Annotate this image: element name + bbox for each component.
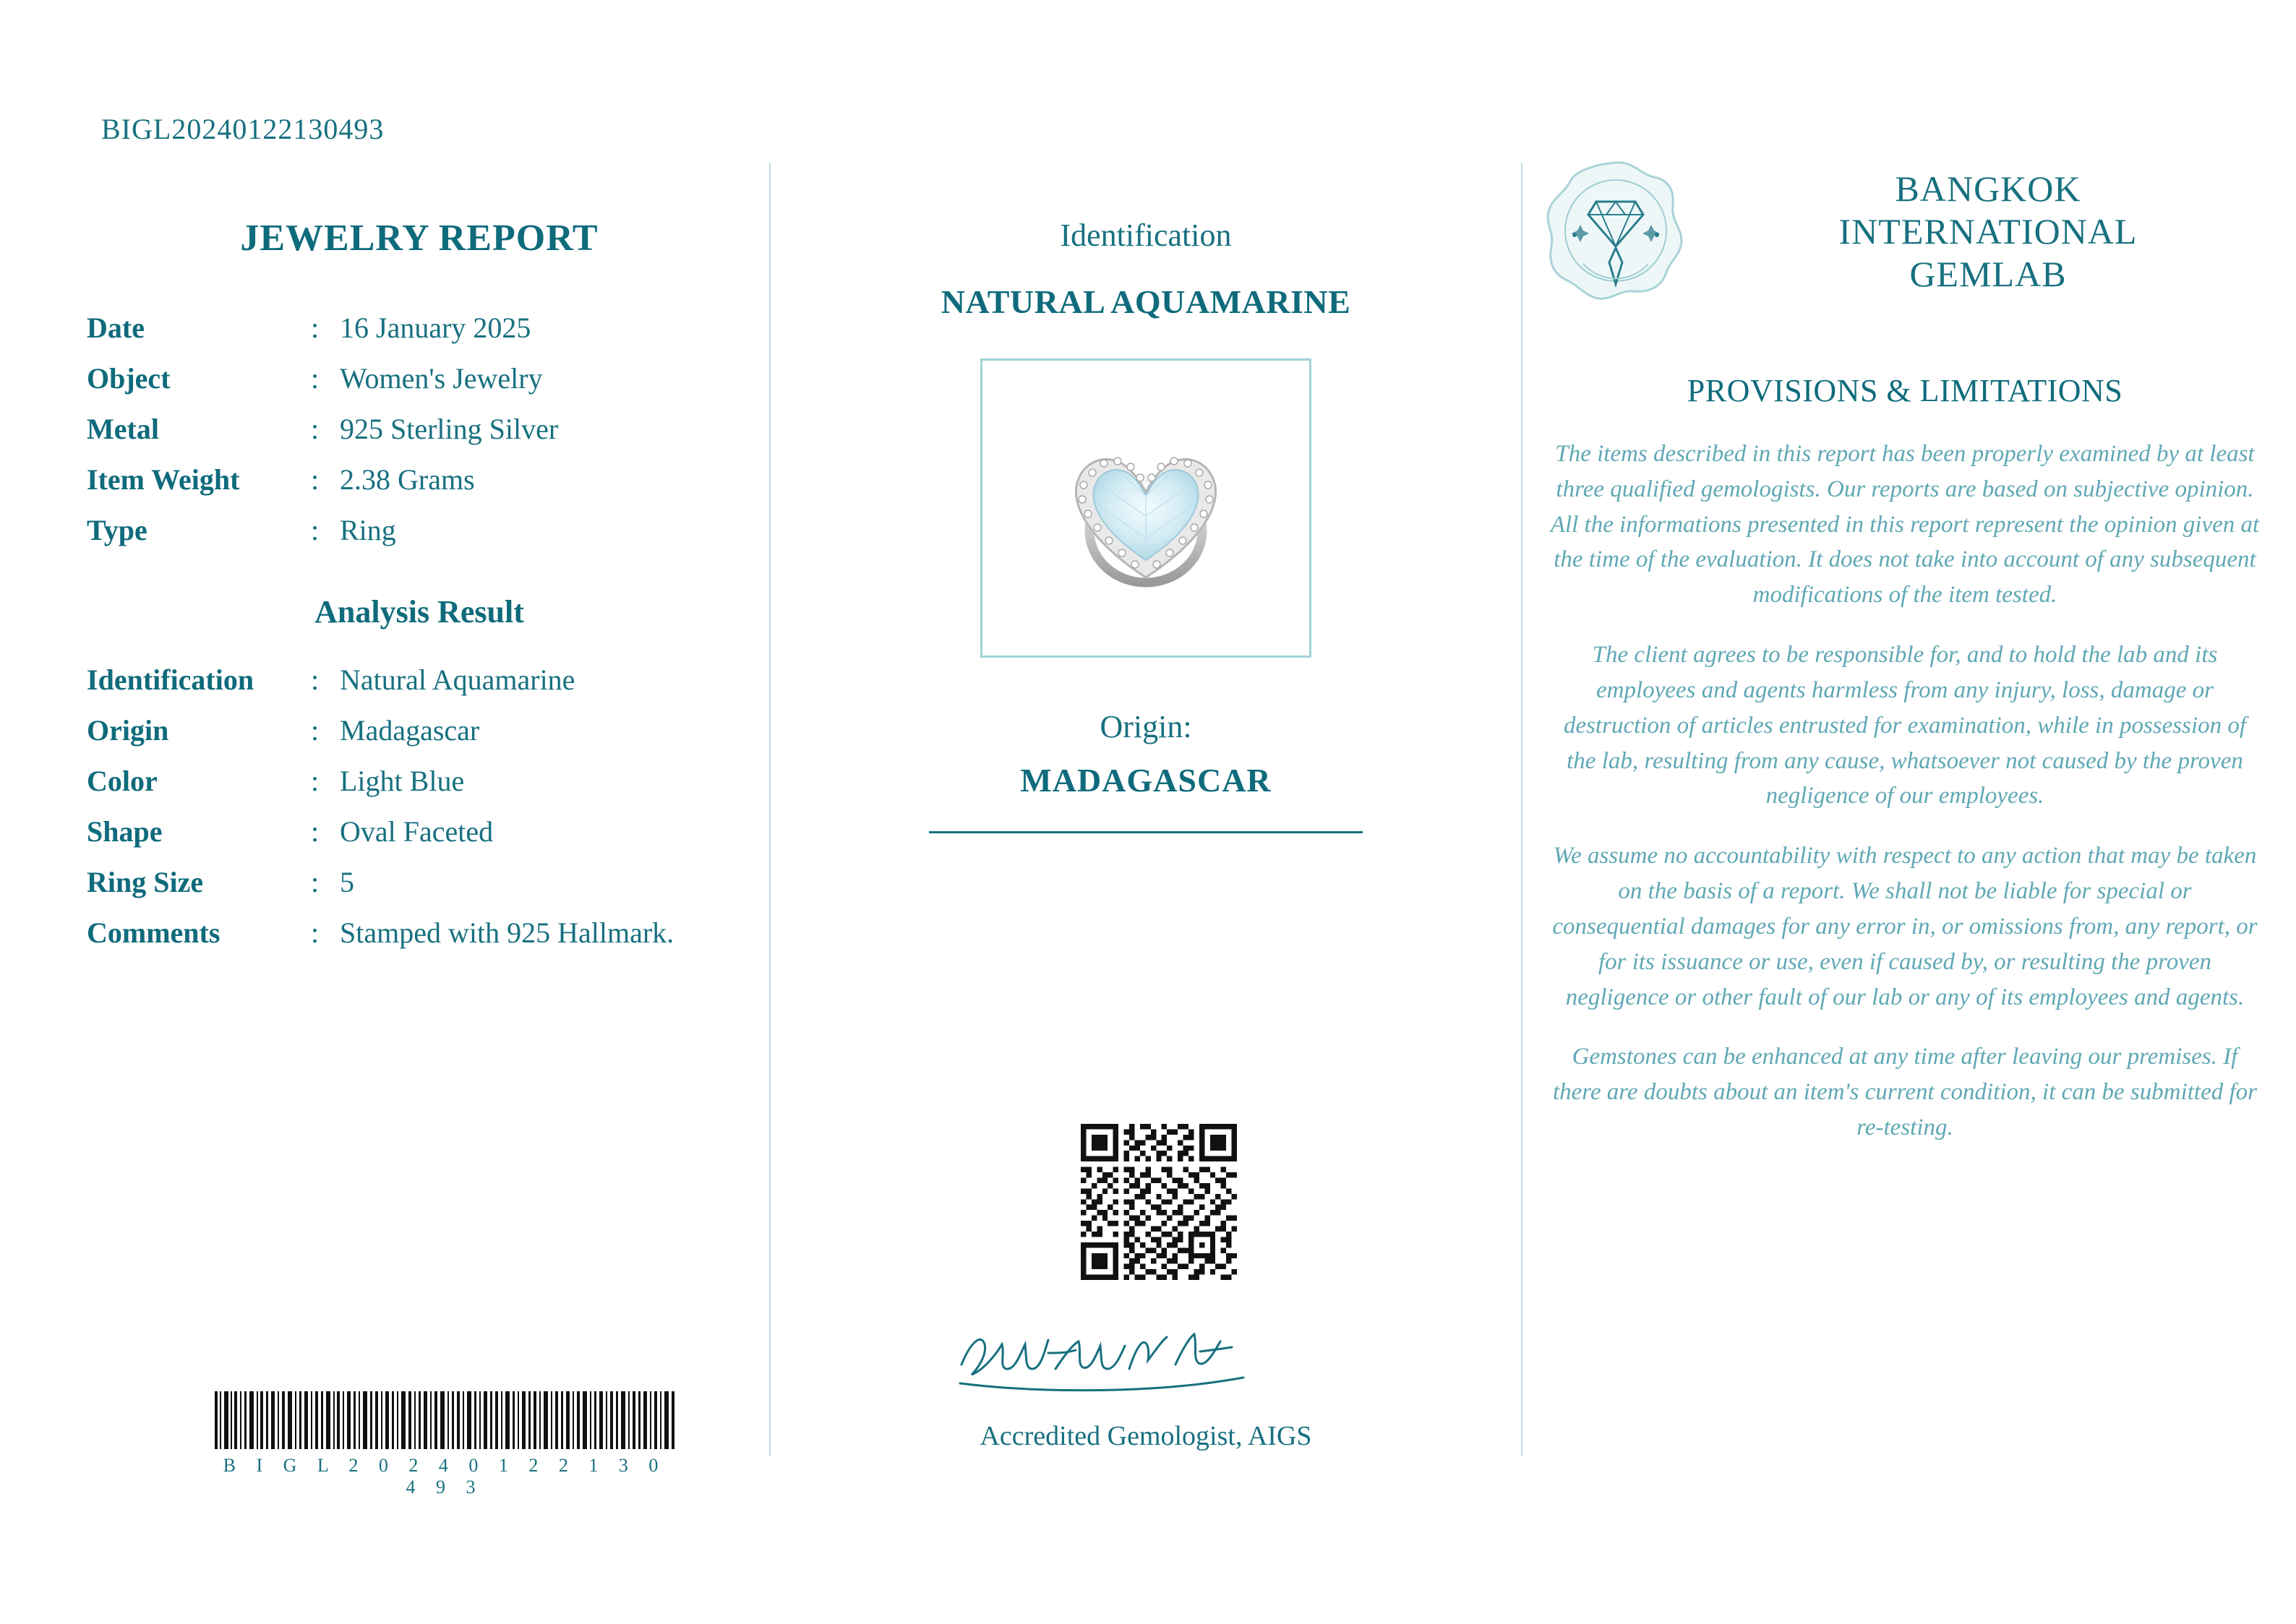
qr-code[interactable] (1081, 1124, 1237, 1280)
row-value: 16 January 2025 (340, 312, 531, 344)
table-row (87, 756, 752, 807)
divider-rule (929, 831, 1363, 833)
row-colon: : (311, 514, 320, 546)
table-row (87, 908, 752, 958)
row-label: Ring Size (87, 866, 204, 898)
row-colon: : (311, 413, 320, 445)
provisions-paragraph: The items described in this report has been properly examined by at least three qualified gemologists. Our reports are based on subjective opinion. All the informations presented in this report represent the opinion given at the time of the evaluation. It does not take into account of any subsequent modifications of the item tested. (1550, 441, 2260, 609)
row-colon: : (311, 866, 320, 898)
provisions-paragraph: Gemstones can be enhanced at any time after leaving our premises. If there are doubts about an item's current condition, it can be submitted for re-testing. (1552, 1044, 2258, 1141)
row-colon: : (311, 765, 320, 797)
table-row (87, 505, 752, 556)
row-label: Type (87, 514, 147, 546)
table-row (87, 705, 752, 756)
row-colon: : (311, 916, 320, 949)
brand-title (1706, 168, 2270, 296)
right-column (1540, 155, 2270, 1170)
row-label: Shape (87, 815, 163, 848)
report-number: BIGL20240122130493 (101, 113, 385, 145)
barcode (213, 1391, 676, 1498)
table-row (87, 455, 752, 505)
row-label: Identification (87, 663, 254, 696)
ring-photo (982, 361, 1309, 656)
barcode-image (213, 1391, 676, 1449)
table-row (87, 655, 752, 705)
row-colon: : (311, 815, 320, 848)
brand-header (1540, 155, 2270, 307)
barcode-text: B I G L 2 0 2 4 0 1 2 2 1 3 0 4 9 3 (223, 1455, 667, 1498)
row-value: Oval Faceted (340, 815, 494, 848)
row-label: Date (87, 312, 145, 344)
brand-line-1: BANGKOK (1895, 168, 2081, 209)
column-divider-right (1521, 163, 1522, 1456)
page-title: JEWELRY REPORT (240, 218, 599, 259)
row-label: Color (87, 765, 158, 797)
row-label: Item Weight (87, 463, 240, 496)
identification-label: Identification (1060, 218, 1232, 253)
row-value: 5 (340, 866, 354, 898)
row-value: Stamped with 925 Hallmark. (340, 916, 674, 949)
table-row (87, 857, 752, 908)
table-row (87, 404, 752, 455)
row-colon: : (311, 463, 320, 496)
signature-caption: Accredited Gemologist, AIGS (980, 1421, 1312, 1451)
left-column (87, 217, 752, 958)
table-row (87, 303, 752, 353)
analysis-table (87, 655, 752, 958)
provisions-paragraph: We assume no accountability with respect to any action that may be taken on the basis of a report. We shall not be liable for special or consequential damages for any error in, or omissions from, any report, or for its issuance or use, even if caused by, or resulting the proven negligence or other fault of our lab or any of its employees and agents. (1552, 843, 2258, 1010)
row-label: Object (87, 362, 171, 395)
row-colon: : (311, 312, 320, 344)
row-value: Madagascar (340, 714, 480, 747)
identification-value: NATURAL AQUAMARINE (941, 283, 1351, 320)
middle-column (788, 217, 1504, 833)
analysis-result-title: Analysis Result (314, 594, 524, 630)
brand-line-3: GEMLAB (1909, 253, 2067, 294)
gem-photo-frame (980, 358, 1311, 658)
origin-label: Origin: (1100, 709, 1192, 744)
provisions-title: PROVISIONS & LIMITATIONS (1687, 373, 2123, 408)
row-colon: : (311, 714, 320, 747)
row-value: Ring (340, 514, 396, 546)
table-row (87, 353, 752, 404)
row-value: 2.38 Grams (340, 463, 475, 496)
qr-code-image[interactable] (1081, 1124, 1237, 1280)
signature-image (940, 1308, 1359, 1402)
row-label: Metal (87, 413, 159, 445)
row-value: Natural Aquamarine (340, 663, 575, 696)
row-value: Light Blue (340, 765, 465, 797)
row-colon: : (311, 362, 320, 395)
column-divider-left (769, 163, 771, 1456)
provisions-body (1540, 437, 2270, 1146)
row-value: 925 Sterling Silver (340, 413, 559, 445)
gemlab-logo-icon (1540, 155, 1692, 307)
row-value: Women's Jewelry (340, 362, 543, 395)
info-table (87, 303, 752, 556)
row-colon: : (311, 663, 320, 696)
brand-line-2: INTERNATIONAL (1838, 210, 2138, 252)
table-row (87, 807, 752, 857)
origin-value: MADAGASCAR (1020, 762, 1272, 799)
row-label: Origin (87, 714, 169, 747)
signature (940, 1308, 1359, 1406)
provisions-paragraph: The client agrees to be responsible for, and to hold the lab and its employees and agents harmless from any injury, loss, damage or destruction of articles entrusted for examination, while in possession of the lab, resulting from any cause, whatsoever not caused by the proven negligence of our employees. (1563, 642, 2247, 809)
row-label: Comments (87, 916, 220, 949)
